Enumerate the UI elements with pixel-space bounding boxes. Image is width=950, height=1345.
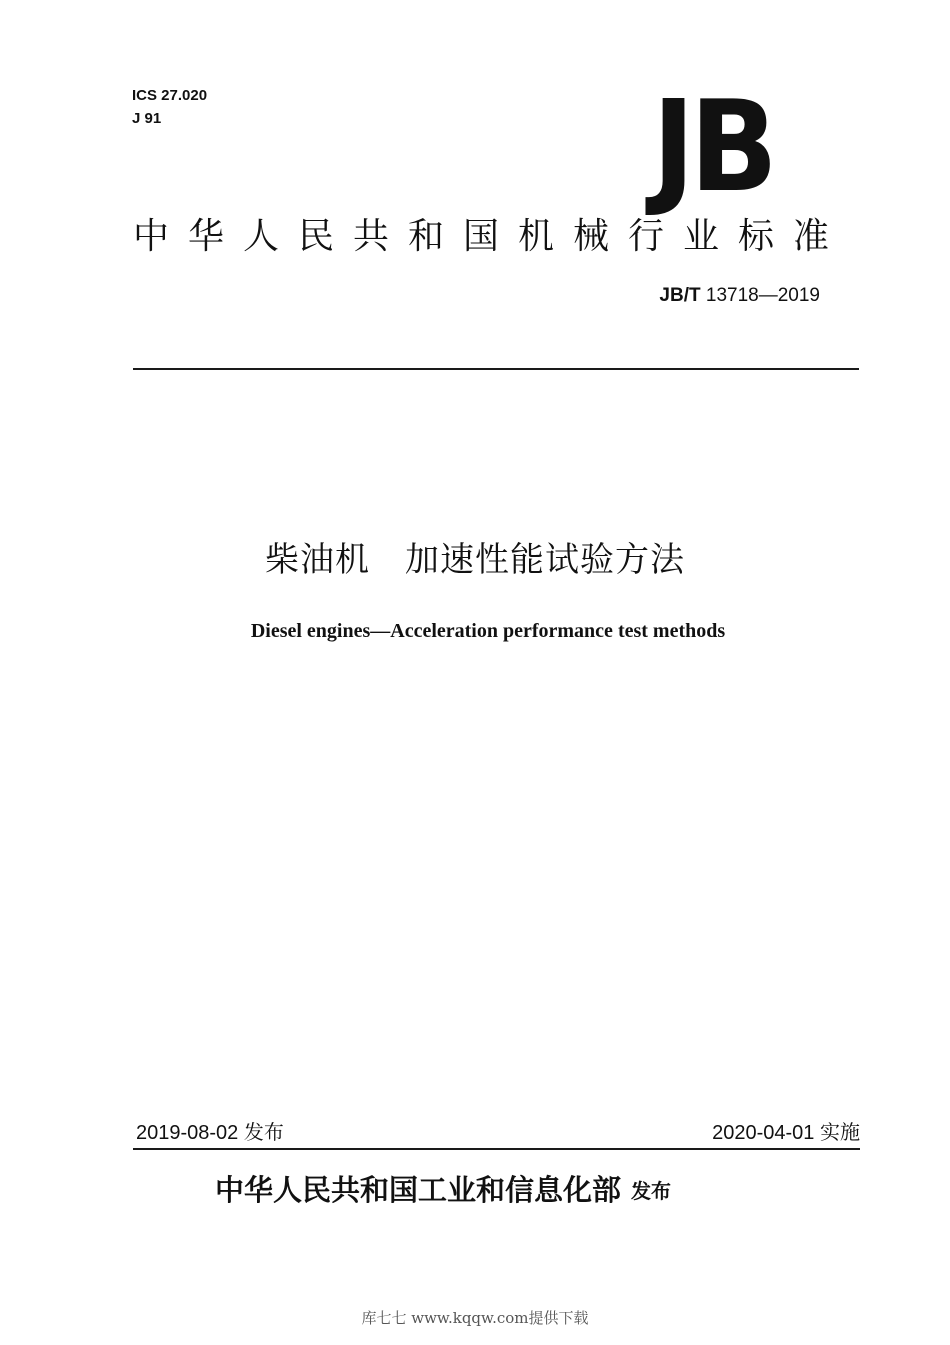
document-title-en: Diesel engines—Acceleration performance test methods (250, 620, 726, 642)
top-divider (133, 368, 859, 370)
bottom-divider (133, 1148, 860, 1150)
ccs-code: J 91 (132, 110, 162, 127)
issuer-suffix: 发布 (631, 1179, 672, 1203)
standard-prefix: JB/T (659, 285, 701, 306)
standard-code: 13718—2019 (700, 285, 820, 306)
issuing-authority-title: 中华人民共和国机械行业标准 (133, 216, 849, 257)
issuer-name: 中华人民共和国工业和信息化部 (215, 1173, 622, 1207)
jb-logo: JB (652, 73, 773, 220)
implementation-date: 2020-04-01 实施 (712, 1122, 860, 1144)
issuer (215, 1171, 671, 1210)
download-footer: 库七七 www.kqqw.com提供下载 (361, 1309, 589, 1327)
ics-code: ICS 27.020 (132, 87, 208, 104)
document-title-cn: 柴油机 加速性能试验方法 (265, 540, 685, 580)
standard-number (659, 284, 820, 308)
issue-date: 2019-08-02 发布 (136, 1122, 284, 1144)
